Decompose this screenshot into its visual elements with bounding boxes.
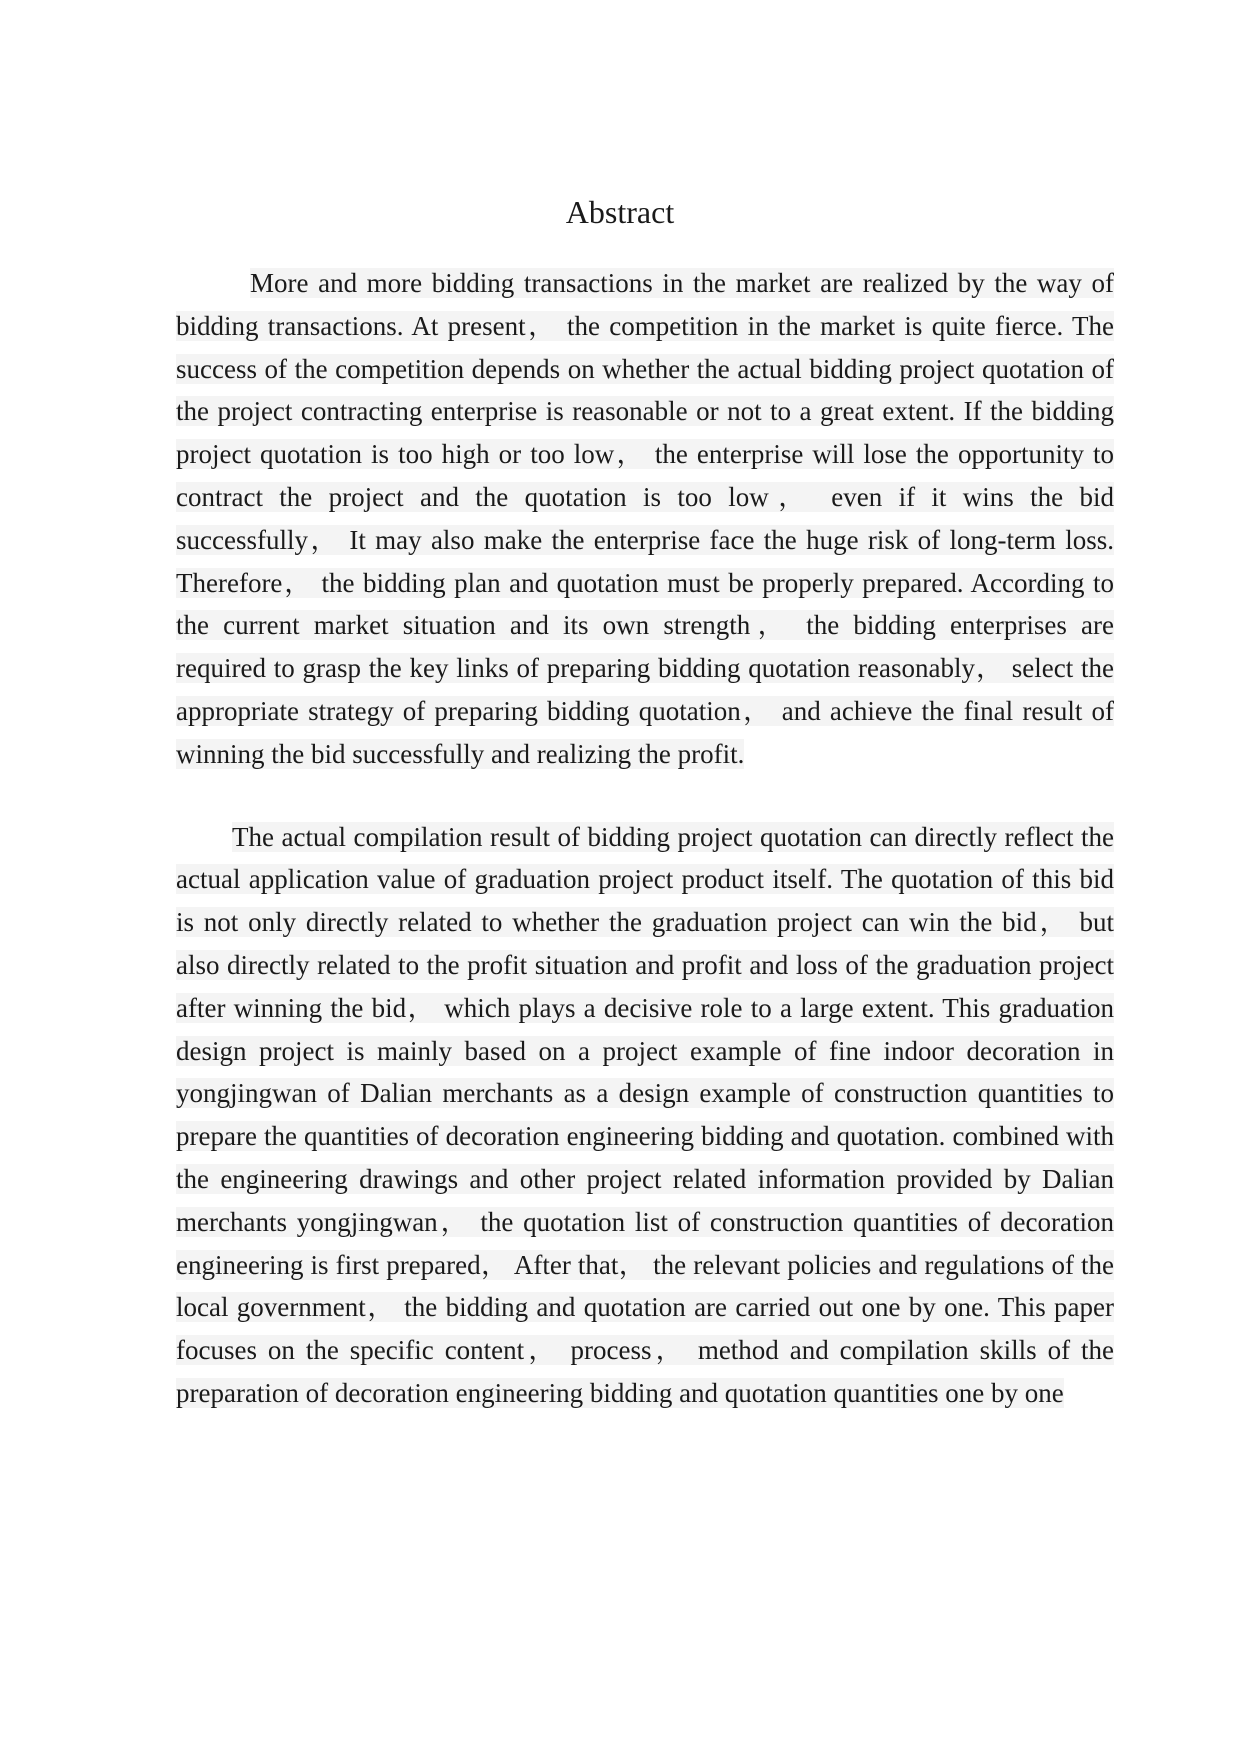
abstract-paragraph-1 (176, 262, 1114, 776)
paragraph-spacer (176, 776, 1114, 816)
page-title: Abstract (565, 194, 675, 230)
abstract-body (176, 262, 1114, 1415)
abstract-paragraph-2 (176, 816, 1114, 1415)
paragraph-text: The actual compilation result of bidding project quotation can directly reflect the actual application value of graduation project product itself. The quotation of this bid is not only directly related to whether the graduation project can win the bid， but also directly related to the profit situation and profit and loss of the graduation project after winning the bid， which plays a decisive role to a large extent. This graduation design project is mainly based on a project example of fine indoor decoration in yongjingwan of Dalian merchants as a design example of construction quantities to prepare the quantities of decoration engineering bidding and quotation. combined with the engineering drawings and other project related information provided by Dalian merchants yongjingwan， the quotation list of construction quantities of decoration engineering is first prepared， After that， the relevant policies and regulations of the local government， the bidding and quotation are carried out one by one. This paper focuses on the specific content， process， method and compilation skills of the preparation of decoration engineering bidding and quotation quantities one by one (176, 821, 1114, 1408)
paragraph-text: More and more bidding transactions in the market are realized by the way of bidding transactions. At present， the competition in the market is quite fierce. The success of the competition depends on whether the actual bidding project quotation of the project contracting enterprise is reasonable or not to a great extent. If the bidding project quotation is too high or too low， the enterprise will lose the opportunity to contract the project and the quotation is too low， even if it wins the bid successfully， It may also make the enterprise face the huge risk of long-term loss. Therefore， the bidding plan and quotation must be properly prepared. According to the current market situation and its own strength， the bidding enterprises are required to grasp the key links of preparing bidding quotation reasonably， select the appropriate strategy of preparing bidding quotation， and achieve the final result of winning the bid successfully and realizing the profit. (176, 268, 1114, 769)
